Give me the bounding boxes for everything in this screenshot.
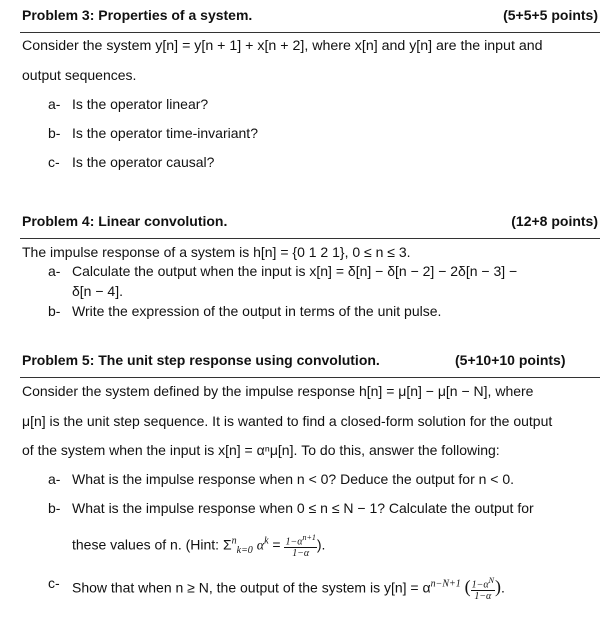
problem-3-item-c: Is the operator causal? [72,154,215,170]
hint-close: ). [316,536,326,553]
problem-4-item-b-marker: b- [48,303,61,319]
item-c-fraction [471,575,495,602]
hint-sum-upper: n [231,535,237,547]
problem-5-statement-line1: Consider the system defined by the impulse response h[n] = μ[n] − μ[n − N], where [22,383,534,399]
problem-4-item-a-continuation: δ[n − 4]. [72,283,123,299]
hint-alpha-exponent: k [264,535,269,547]
problem-5-points: (5+10+10 points) [455,352,566,368]
problem-3-item-b-marker: b- [48,125,61,141]
hint-fraction [284,532,316,559]
problem-3-item-a: Is the operator linear? [72,96,209,112]
problem-4-title: Problem 4: Linear convolution. [22,213,228,229]
problem-5-item-c-text: Show that when n ≥ N, the output of the system is y[n] = α [72,579,431,596]
problem-3-divider [20,32,600,33]
problem-5-item-c-marker: c- [48,575,60,591]
problem-3-item-a-marker: a- [48,96,61,112]
problem-3-statement-line2: output sequences. [22,67,137,83]
problem-3-item-b: Is the operator time-invariant? [72,125,258,141]
problem-3-statement-line1: Consider the system y[n] = y[n + 1] + x[n + 2], where x[n] and y[n] are the input and [22,38,543,54]
item-c-fraction-numerator-exponent: N [488,576,494,585]
problem-3-title: Problem 3: Properties of a system. [22,7,253,23]
hint-fraction-numerator-exponent: n+1 [302,533,316,542]
problem-5-item-b: What is the impulse response when 0 ≤ n ≤ N − 1? Calculate the output for [72,500,534,516]
problem-5-item-a: What is the impulse response when n < 0? Deduce the output for n < 0. [72,471,515,487]
hint-equals: = [272,536,281,553]
hint-alpha: α [256,538,265,554]
item-c-fraction-numerator: 1−α [471,579,489,591]
item-c-period: . [500,579,505,596]
problem-5-divider [20,377,600,378]
problem-4-statement: The impulse response of a system is h[n] = {0 1 2 1}, 0 ≤ n ≤ 3. [22,244,411,260]
hint-sum-lower: k=0 [236,545,253,557]
problem-4-item-b: Write the expression of the output in terms of the unit pulse. [72,303,442,319]
item-c-fraction-denominator: 1−α [474,591,492,603]
item-c-exponent: n−N+1 [430,578,461,590]
problem-3-points: (5+5+5 points) [503,7,598,23]
item-c-paren-close: ) [494,576,501,597]
hint-prefix: these values of n. (Hint: Σ [72,536,232,553]
problem-5-item-a-marker: a- [48,471,61,487]
problem-3-item-c-marker: c- [48,154,60,170]
problem-4-item-a-marker: a- [48,263,61,279]
problem-5-statement-line3: of the system when the input is x[n] = αⁿμ[n]. To do this, answer the following: [22,442,500,458]
problem-4-points: (12+8 points) [511,213,598,229]
hint-fraction-denominator: 1−α [292,548,310,560]
problem-5-statement-line2: μ[n] is the unit step sequence. It is wanted to find a closed-form solution for the output [22,413,553,429]
problem-5-item-b-hint [72,532,325,559]
problem-4-item-a: Calculate the output when the input is x[n] = δ[n] − δ[n − 2] − 2δ[n − 3] − [72,263,518,279]
problem-4-divider [20,238,600,239]
problem-5-item-c [72,575,505,602]
problem-5-item-b-marker: b- [48,500,61,516]
hint-fraction-numerator: 1−α [285,536,303,548]
problem-5-title: Problem 5: The unit step response using convolution. [22,352,380,368]
item-c-paren-open: ( [464,576,471,597]
